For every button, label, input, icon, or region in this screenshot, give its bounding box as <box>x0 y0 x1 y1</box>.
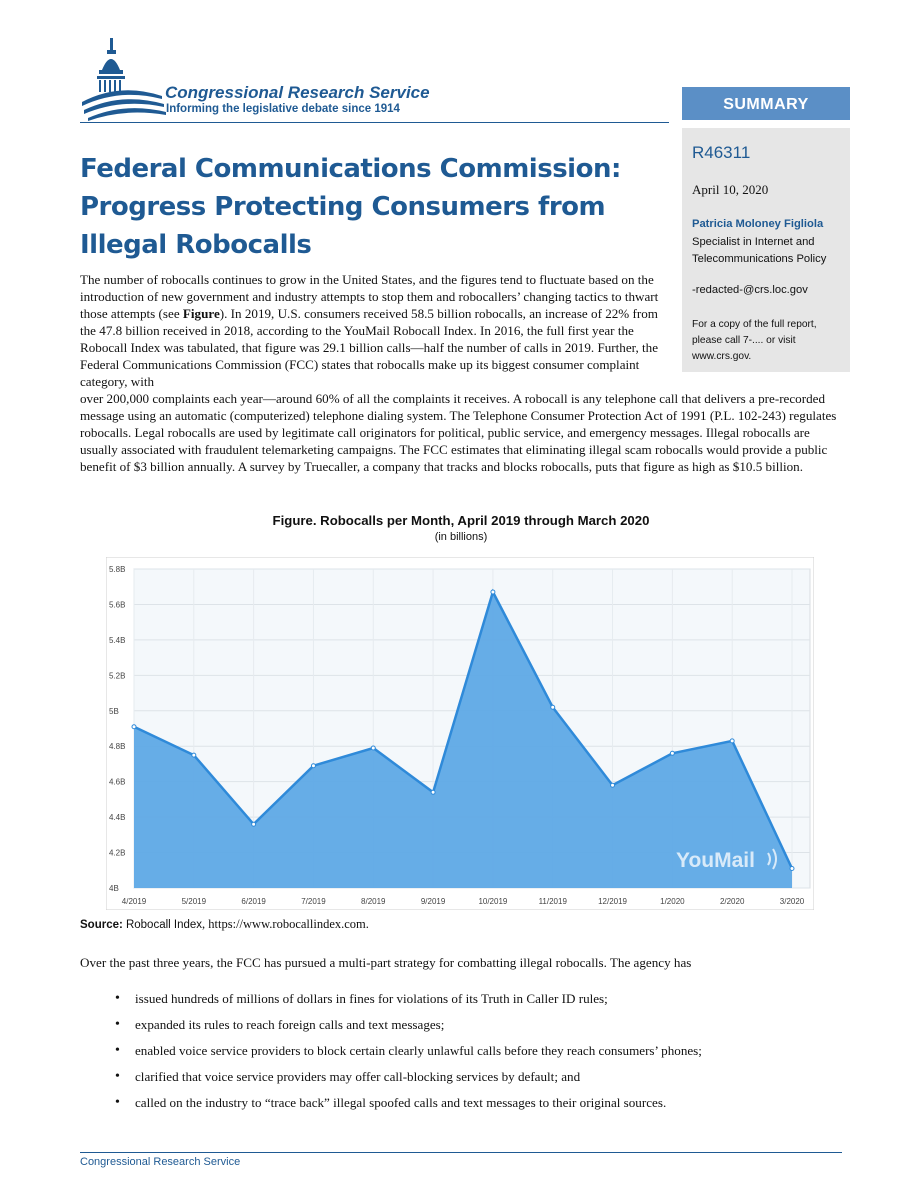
x-tick-label: 2/2020 <box>719 897 745 906</box>
copy-note: For a copy of the full report, please call 7-.... or visit www.crs.gov. <box>692 319 817 362</box>
data-point[interactable] <box>730 739 734 743</box>
y-tick-label: 4B <box>109 884 119 893</box>
data-point[interactable] <box>611 783 615 787</box>
data-point[interactable] <box>192 753 196 757</box>
org-tagline: Informing the legislative debate since 1914 <box>166 103 400 115</box>
x-tick-label: 9/2019 <box>420 897 446 906</box>
org-name: Congressional Research Service <box>165 83 430 102</box>
y-tick-label: 5.6B <box>109 600 126 610</box>
figure-title: Figure. Robocalls per Month, April 2019 through March 2020 <box>272 513 650 528</box>
x-tick-label: 11/2019 <box>538 897 567 906</box>
x-tick-label: 6/2019 <box>241 897 266 906</box>
report-number: R46311 <box>692 143 751 162</box>
x-tick-label: 7/2019 <box>301 897 326 906</box>
report-date: April 10, 2020 <box>692 182 769 197</box>
y-tick-label: 4.8B <box>109 742 126 752</box>
figure-subtitle: (in billions) <box>434 531 488 543</box>
y-tick-label: 4.4B <box>109 813 126 823</box>
bullet-item: • called on the industry to “trace back” illegal spoofed calls and text messages to their original sources. <box>80 1094 780 1111</box>
data-point[interactable] <box>311 764 315 768</box>
source-label: Source: <box>80 919 123 931</box>
summary-tab: SUMMARY <box>682 87 850 120</box>
y-tick-label: 4.2B <box>109 848 126 858</box>
strategy-bullets <box>80 990 780 1120</box>
x-tick-label: 3/2020 <box>779 897 805 906</box>
data-point[interactable] <box>431 790 435 794</box>
bullet-item: • clarified that voice service providers may offer call-blocking services by default; and <box>80 1068 780 1085</box>
data-point[interactable] <box>790 867 794 871</box>
figure-reference[interactable]: Figure <box>182 306 220 321</box>
data-point[interactable] <box>551 705 555 709</box>
x-tick-label: 1/2020 <box>660 897 685 906</box>
y-tick-label: 5.4B <box>109 635 126 645</box>
bullet-item: • issued hundreds of millions of dollars in fines for violations of its Truth in Caller ID rules; <box>80 990 780 1007</box>
intro-text-a: The number of robocalls continues to grow in the United States, and the figures tend to fluctuate based on the introduction of new government and industry attempts to stop them and robocallers’ changing tactics to thwart those attempts (see <box>80 272 659 321</box>
report-title: Federal Communications Commission: Progress Protecting Consumers from Illegal Robocalls <box>80 154 621 260</box>
youmail-watermark: YouMail <box>676 849 755 872</box>
x-tick-label: 8/2019 <box>361 897 386 906</box>
footer-label: Congressional Research Service <box>80 1156 241 1168</box>
intro-paragraph-narrow <box>80 271 670 390</box>
x-tick-label: 10/2019 <box>478 897 508 906</box>
y-tick-label: 5.8B <box>109 565 126 574</box>
figure-source <box>80 917 369 932</box>
x-tick-label: 12/2019 <box>598 897 628 906</box>
robocalls-chart <box>106 557 814 910</box>
data-point[interactable] <box>252 822 256 826</box>
data-point[interactable] <box>371 746 375 750</box>
data-point[interactable] <box>491 590 495 594</box>
source-url[interactable]: , https://www.robocallindex.com. <box>202 917 369 931</box>
y-tick-label: 5B <box>109 706 119 716</box>
intro-text-b: ). In 2019, U.S. consumers received 58.5 billion robocalls, an increase of 22% from the 47.8 billion received in 2018, according to the YouMail Robocall Index. In 2016, the full first year the Robocall Index was tabulated, that figure was 29.1 billion calls—half the number of calls in 2019. Further, the Federal Communications Commission (FCC) states that robocalls make up its biggest consumer complaint category, with <box>80 306 659 389</box>
footer-rule <box>80 1152 842 1153</box>
author-title: Specialist in Internet and Telecommunications Policy <box>692 236 827 265</box>
capitol-dome-logo <box>80 30 170 122</box>
author-email[interactable]: -redacted-@crs.loc.gov <box>692 284 808 296</box>
data-point[interactable] <box>670 751 674 755</box>
y-tick-label: 4.6B <box>109 777 126 787</box>
data-point[interactable] <box>132 725 136 729</box>
bullet-item: • expanded its rules to reach foreign calls and text messages; <box>80 1016 780 1033</box>
strategy-intro: Over the past three years, the FCC has pursued a multi-part strategy for combatting illegal robocalls. The agency has <box>80 955 692 970</box>
x-tick-label: 4/2019 <box>121 897 147 906</box>
author-name: Patricia Moloney Figliola <box>692 218 824 230</box>
x-tick-label: 5/2019 <box>181 897 207 906</box>
header-rule <box>80 122 669 123</box>
bullet-item: • enabled voice service providers to block certain clearly unlawful calls before they reach consumers’ phones; <box>80 1042 780 1059</box>
intro-paragraph-wide: over 200,000 complaints each year—around 60% of all the complaints it receives. A robocall is any telephone call that delivers a pre-recorded message using an automatic (computerized) telephone dialing system. The Telephone Consumer Protection Act of 1991 (P.L. 102-243) regulates robocalls. Legal robocalls are used by legitimate call originators for political, public service, and emergency messages. Illegal robocalls are usually associated with fraudulent telemarketing campaigns. The FCC estimates that eliminating illegal scam robocalls would provide a public benefit of $3 billion annually. A survey by Truecaller, a company that tracks and blocks robocalls, puts that figure as high as $10.5 billion. <box>80 391 837 474</box>
y-tick-label: 5.2B <box>109 671 126 681</box>
source-name: Robocall Index <box>125 919 203 931</box>
